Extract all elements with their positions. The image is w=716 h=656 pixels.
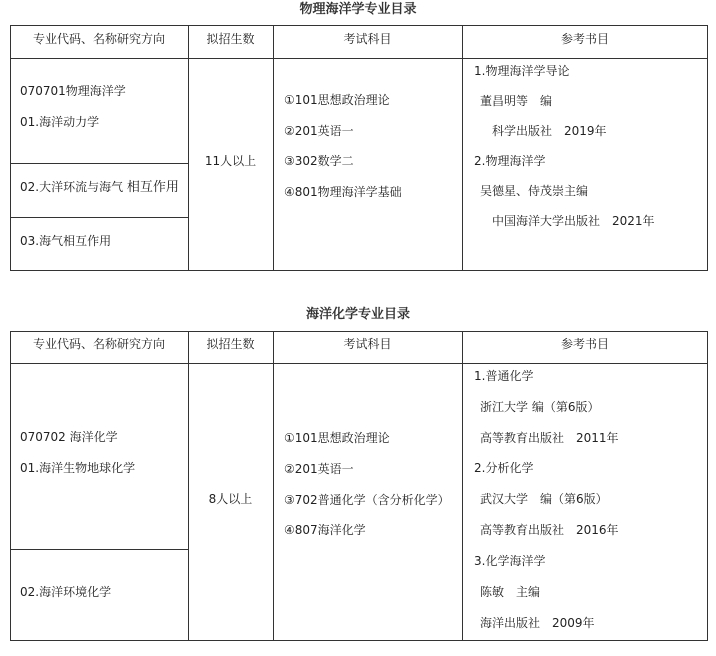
- header-quota: 拟招生数: [206, 337, 255, 351]
- exam-item: ②201英语一: [284, 462, 354, 476]
- col-divider: [462, 331, 463, 641]
- book-item: 董昌明等 编: [480, 94, 553, 108]
- header-exams: 考试科目: [343, 337, 392, 351]
- direction-item: 02.大洋环流与海气 相互作用: [20, 180, 179, 195]
- book-item: 武汉大学 编（第6版）: [480, 492, 608, 506]
- book-item: 2.物理海洋学: [474, 154, 546, 168]
- exam-item: ④807海洋化学: [284, 523, 366, 537]
- section2-title: 海洋化学专业目录: [305, 307, 410, 322]
- header-quota: 拟招生数: [206, 32, 255, 46]
- book-item: 高等教育出版社 2016年: [480, 523, 619, 537]
- direction-item: 01.海洋动力学: [20, 115, 100, 129]
- exam-item: ④801物理海洋学基础: [284, 185, 402, 199]
- quota-value: 11人以上: [204, 154, 257, 168]
- book-item: 陈敏 主编: [480, 585, 541, 599]
- section1-title: 物理海洋学专业目录: [299, 2, 417, 17]
- col-divider: [188, 331, 189, 641]
- direction-item: 02.海洋环境化学: [20, 585, 112, 599]
- direction-item: 03.海气相互作用: [20, 234, 112, 248]
- row-divider: [10, 549, 188, 550]
- exam-item: ①101思想政治理论: [284, 431, 390, 445]
- direction-item: 01.海洋生物地球化学: [20, 461, 136, 475]
- major-code-name: 070702 海洋化学: [20, 430, 118, 444]
- header-books: 参考书目: [560, 32, 609, 46]
- header-major: 专业代码、名称研究方向: [32, 337, 165, 351]
- book-item: 1.物理海洋学导论: [474, 64, 570, 78]
- col-divider: [273, 25, 274, 271]
- table-border: [10, 25, 708, 271]
- book-item: 科学出版社 2019年: [492, 124, 607, 138]
- major-code-name: 070701物理海洋学: [20, 84, 126, 98]
- book-item: 浙江大学 编（第6版）: [480, 400, 600, 414]
- book-item: 1.普通化学: [474, 369, 534, 383]
- header-exams: 考试科目: [343, 32, 392, 46]
- row-divider: [10, 163, 188, 164]
- header-divider: [10, 58, 708, 59]
- header-divider: [10, 363, 708, 364]
- col-divider: [273, 331, 274, 641]
- book-item: 中国海洋大学出版社 2021年: [492, 214, 655, 228]
- book-item: 海洋出版社 2009年: [480, 616, 595, 630]
- quota-value: 8人以上: [208, 492, 253, 506]
- book-item: 3.化学海洋学: [474, 554, 546, 568]
- exam-item: ③302数学二: [284, 154, 354, 168]
- book-item: 吴德星、侍茂崇主编: [480, 184, 589, 198]
- exam-item: ③702普通化学（含分析化学）: [284, 493, 450, 507]
- book-item: 2.分析化学: [474, 461, 534, 475]
- col-divider: [462, 25, 463, 271]
- table-border: [10, 331, 708, 641]
- book-item: 高等教育出版社 2011年: [480, 431, 619, 445]
- exam-item: ①101思想政治理论: [284, 93, 390, 107]
- header-major: 专业代码、名称研究方向: [32, 32, 165, 46]
- header-books: 参考书目: [560, 337, 609, 351]
- exam-item: ②201英语一: [284, 124, 354, 138]
- col-divider: [188, 25, 189, 271]
- row-divider: [10, 217, 188, 218]
